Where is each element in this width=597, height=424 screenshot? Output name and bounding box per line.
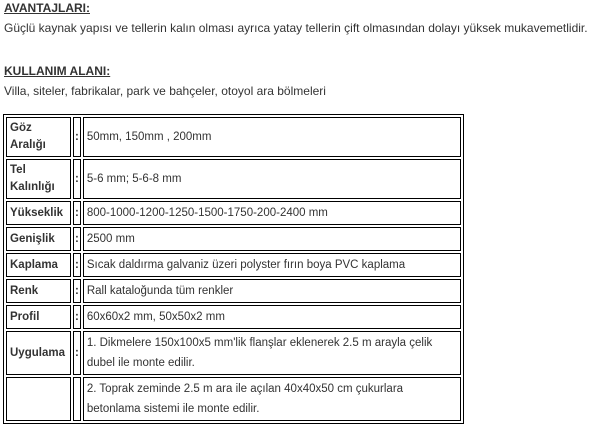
spec-colon: : [73,331,81,375]
table-row [6,201,461,225]
table-row [6,331,461,375]
spec-table [3,114,464,424]
table-row [6,227,461,251]
spec-value-yukseklik: 800-1000-1200-1250-1500-1750-200-2400 mm [83,201,461,225]
spec-colon: : [73,159,81,199]
advantages-heading: AVANTAJLARI: [4,1,90,15]
spec-colon: : [73,227,81,251]
table-row [6,377,461,421]
spec-value-uygulama-1: 1. Dikmelere 150x100x5 mm'lik flanşlar eklenerek 2.5 m arayla çelik dubel ile monte edilir. [83,331,461,375]
spec-label-genislik: Genişlik [6,227,71,251]
spec-value-kaplama: Sıcak daldırma galvaniz üzeri polyster fırın boya PVC kaplama [83,253,461,277]
table-row [6,253,461,277]
spec-value-uygulama-2: 2. Toprak zeminde 2.5 m ara ile açılan 40x40x50 cm çukurlara betonlama sistemi ile monte edilir. [83,377,461,421]
spec-label-goz-araligi: Göz Aralığı [6,117,71,157]
spec-value-profil: 60x60x2 mm, 50x50x2 mm [83,305,461,329]
usage-area-heading: KULLANIM ALANI: [4,64,111,78]
usage-area-text: Villa, siteler, fabrikalar, park ve bahçeler, otoyol ara bölmeleri [4,84,326,98]
table-row [6,159,461,199]
spec-colon: : [73,305,81,329]
spec-label-yukseklik: Yükseklik [6,201,71,225]
spec-label-renk: Renk [6,279,71,303]
spec-value-genislik: 2500 mm [83,227,461,251]
spec-value-tel-kalinligi: 5-6 mm; 5-6-8 mm [83,159,461,199]
spec-label-tel-kalinligi: Tel Kalınlığı [6,159,71,199]
spec-colon-empty [73,377,81,421]
spec-colon: : [73,117,81,157]
table-row [6,279,461,303]
spec-colon: : [73,201,81,225]
spec-colon: : [73,279,81,303]
advantages-text: Güçlü kaynak yapısı ve tellerin kalın olması ayrıca yatay tellerin çift olmasından dolayı yüksek mukavemetlidir. [4,21,588,35]
spec-label-uygulama: Uygulama [6,331,71,375]
spec-value-goz-araligi: 50mm, 150mm , 200mm [83,117,461,157]
spec-value-renk: Rall kataloğunda tüm renkler [83,279,461,303]
table-row [6,117,461,157]
spec-label-profil: Profil [6,305,71,329]
spec-label-kaplama: Kaplama [6,253,71,277]
spec-colon: : [73,253,81,277]
table-row [6,305,461,329]
spec-label-empty [6,377,71,421]
